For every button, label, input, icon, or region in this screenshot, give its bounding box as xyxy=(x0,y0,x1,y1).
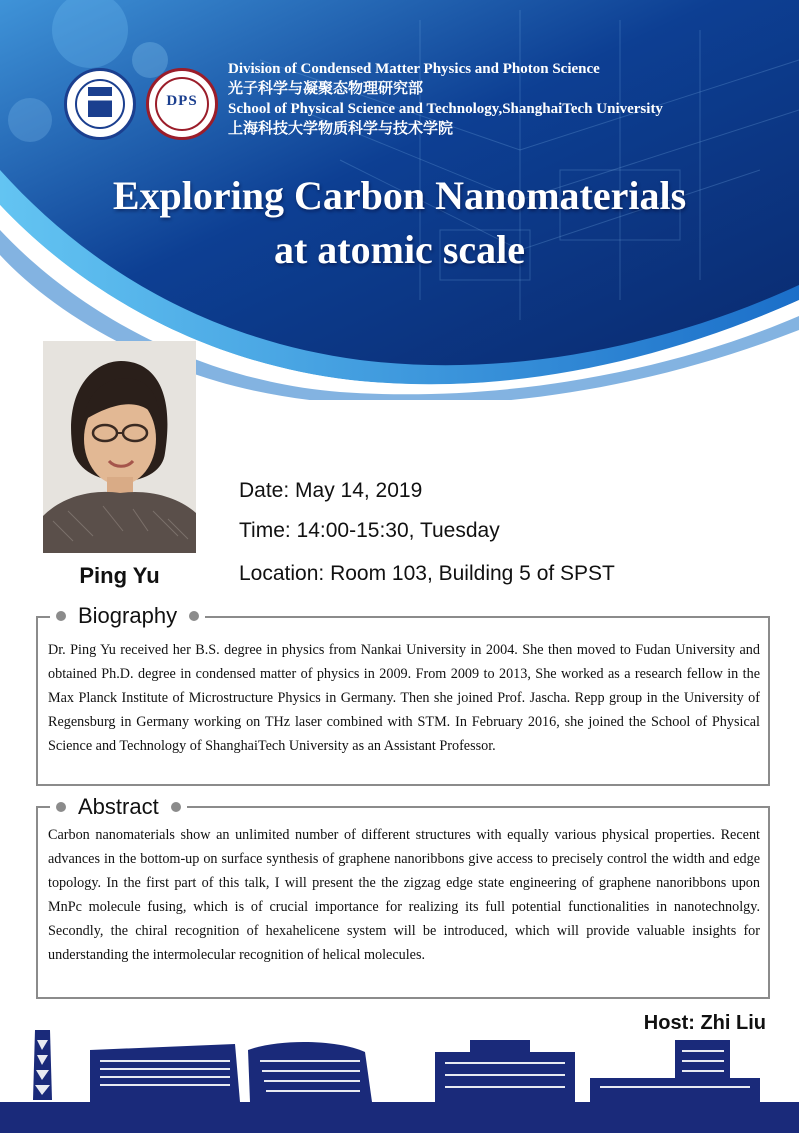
event-date: Date: May 14, 2019 xyxy=(239,479,423,502)
event-location: Location: Room 103, Building 5 of SPST xyxy=(239,562,615,585)
school-name-cn: 上海科技大学物质科学与技术学院 xyxy=(228,121,454,137)
dot-icon xyxy=(56,611,66,621)
abstract-heading xyxy=(50,795,187,819)
dps-logo-icon xyxy=(146,68,218,140)
dot-icon xyxy=(56,802,66,812)
building-skyline-icon xyxy=(0,1030,799,1133)
biography-text: Dr. Ping Yu received her B.S. degree in physics from Nankai University in 2004. She then moved to Fudan University and obtained Ph.D. degree in condensed matter of physics in 2009. From 2009 to 2013, She worked as a research fellow in the Max Planck Institute of Microstructure Physics in Germany. Then she joined Prof. Jascha. Repp group in the University of Regensburg in Germany working on THz laser combined with STM. In February 2016, she joined the School of Physical Science and Technology of ShanghaiTech University as an Assistant Professor. xyxy=(48,642,760,754)
speaker-photo xyxy=(43,341,196,553)
abstract-text: Carbon nanomaterials show an unlimited number of different structures with equally various physical properties. Recent advances in the bottom-up on surface synthesis of graphene nanoribbons give access to precisely control the width and edge topology. In the first part of this talk, I will present the the zigzag edge state engineering of graphene nanoribbons upon MnPc molecule fusing, which is of crucial importance for realizing its full potential functionalities in nanotechnolgy. Secondly, the chiral recognition of hexahelicene system will be introduced, which will provide valuable insights for understanding the intermolecular recognition of helical molecules. xyxy=(48,827,760,963)
dot-icon xyxy=(171,802,181,812)
talk-title-line1: Exploring Carbon Nanomaterials xyxy=(112,173,687,218)
biography-title: Biography xyxy=(78,603,178,628)
shanghaitech-logo-icon xyxy=(64,68,136,140)
talk-title-line2: at atomic scale xyxy=(273,227,525,272)
department-name-cn: 光子科学与凝聚态物理研究部 xyxy=(228,81,424,97)
header-banner xyxy=(0,0,799,400)
biography-heading xyxy=(50,604,205,628)
abstract-title: Abstract xyxy=(78,794,159,819)
school-name-en: School of Physical Science and Technology,ShanghaiTech University xyxy=(228,101,663,117)
speaker-name: Ping Yu xyxy=(79,563,160,588)
department-name-en: Division of Condensed Matter Physics and Photon Science xyxy=(228,61,600,77)
event-time: Time: 14:00-15:30, Tuesday xyxy=(239,519,500,542)
dps-logo-text: DPS xyxy=(166,93,198,109)
dot-icon xyxy=(189,611,199,621)
host-name: Host: Zhi Liu xyxy=(643,1012,766,1034)
